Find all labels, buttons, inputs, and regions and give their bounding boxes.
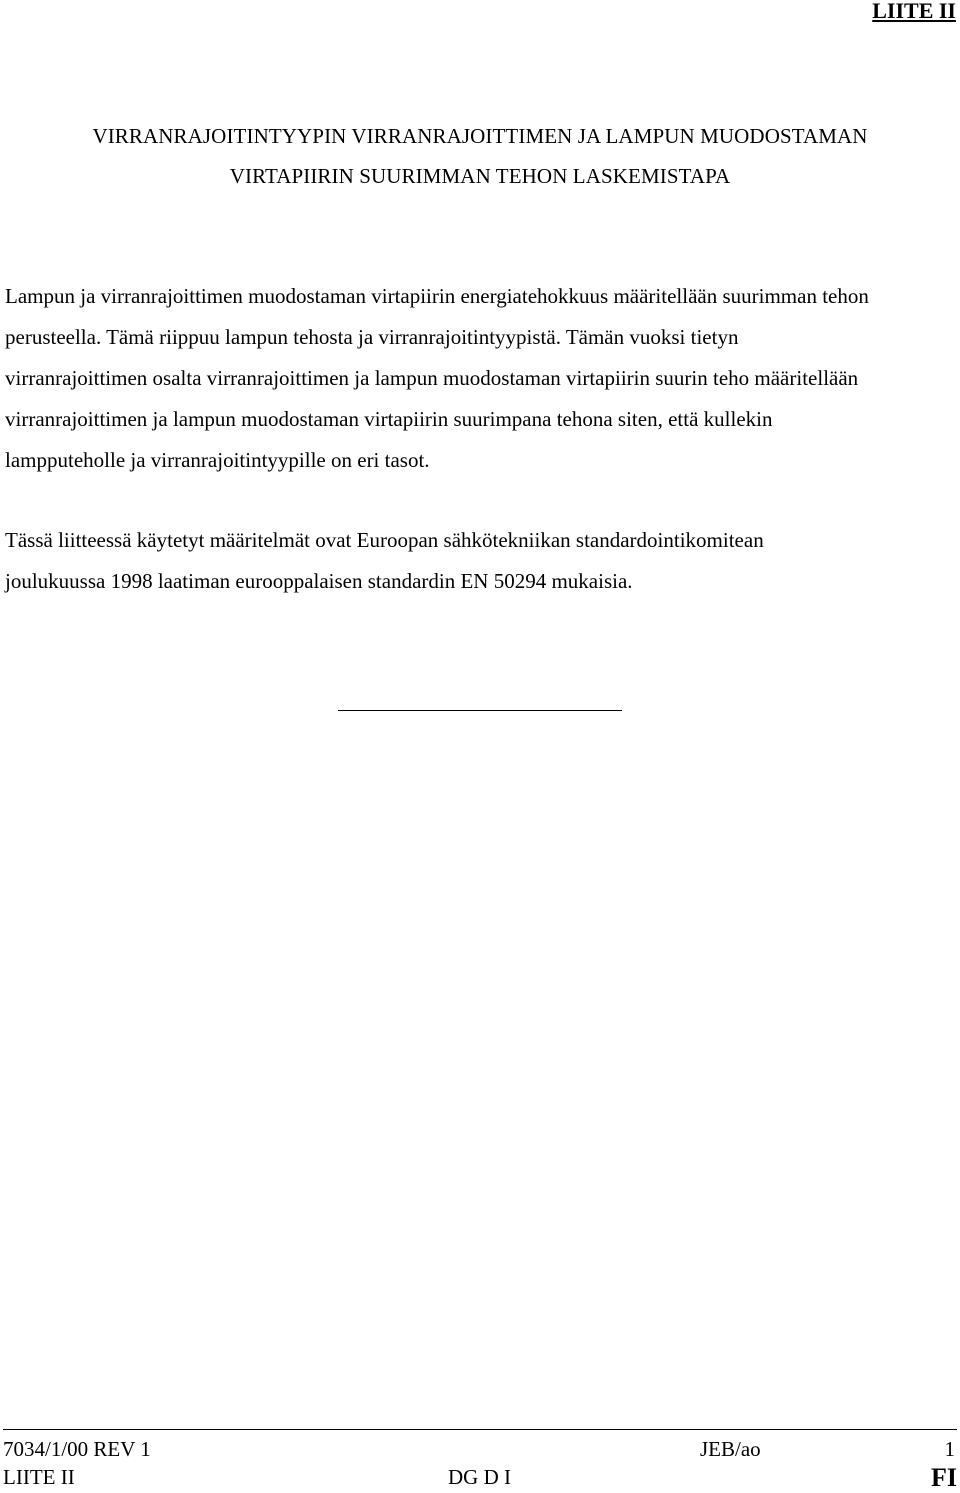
language-code: FI: [931, 1463, 957, 1492]
paragraph-1-line: perusteella. Tämä riippuu lampun tehosta ja virranrajoitintyypistä. Tämän vuoksi tietyn: [5, 325, 739, 349]
document-title: [0, 116, 960, 196]
paragraph-1-line: lampputeholle ja virranrajoitintyypille on eri tasot.: [5, 448, 430, 472]
end-separator-line: [338, 710, 622, 711]
paragraph-1-line: virranrajoittimen osalta virranrajoittimen ja lampun muodostaman virtapiirin suurin teho määritellään: [5, 366, 859, 390]
paragraph-2-line: Tässä liitteessä käytetyt määritelmät ovat Euroopan sähkötekniikan standardointikomitean: [5, 528, 764, 552]
author-initials: JEB/ao: [700, 1437, 761, 1461]
footer-row-2: [3, 1462, 957, 1492]
footer-annex-label: LIITE II: [3, 1465, 75, 1489]
paragraph-1-line: Lampun ja virranrajoittimen muodostaman virtapiirin energiatehokkuus määritellään suurimman tehon: [5, 284, 869, 308]
paragraph-2: [5, 520, 957, 602]
page-number: 1: [944, 1437, 955, 1461]
paragraph-2-line: joulukuussa 1998 laatiman eurooppalaisen standardin EN 50294 mukaisia.: [5, 569, 633, 593]
footer-row-1: [3, 1434, 957, 1464]
paragraph-1-line: virranrajoittimen ja lampun muodostaman virtapiirin suurimpana tehona siten, että kullekin: [5, 407, 773, 431]
title-line-2: VIRTAPIIRIN SUURIMMAN TEHON LASKEMISTAPA: [229, 164, 731, 188]
document-reference: 7034/1/00 REV 1: [3, 1437, 151, 1461]
annex-label: LIITE II: [872, 0, 956, 23]
footer-rule: [3, 1429, 957, 1430]
title-line-1: VIRRANRAJOITINTYYPIN VIRRANRAJOITTIMEN JA LAMPUN MUODOSTAMAN: [92, 124, 868, 148]
directorate-general: DG D I: [448, 1465, 511, 1489]
paragraph-1: [5, 276, 957, 481]
